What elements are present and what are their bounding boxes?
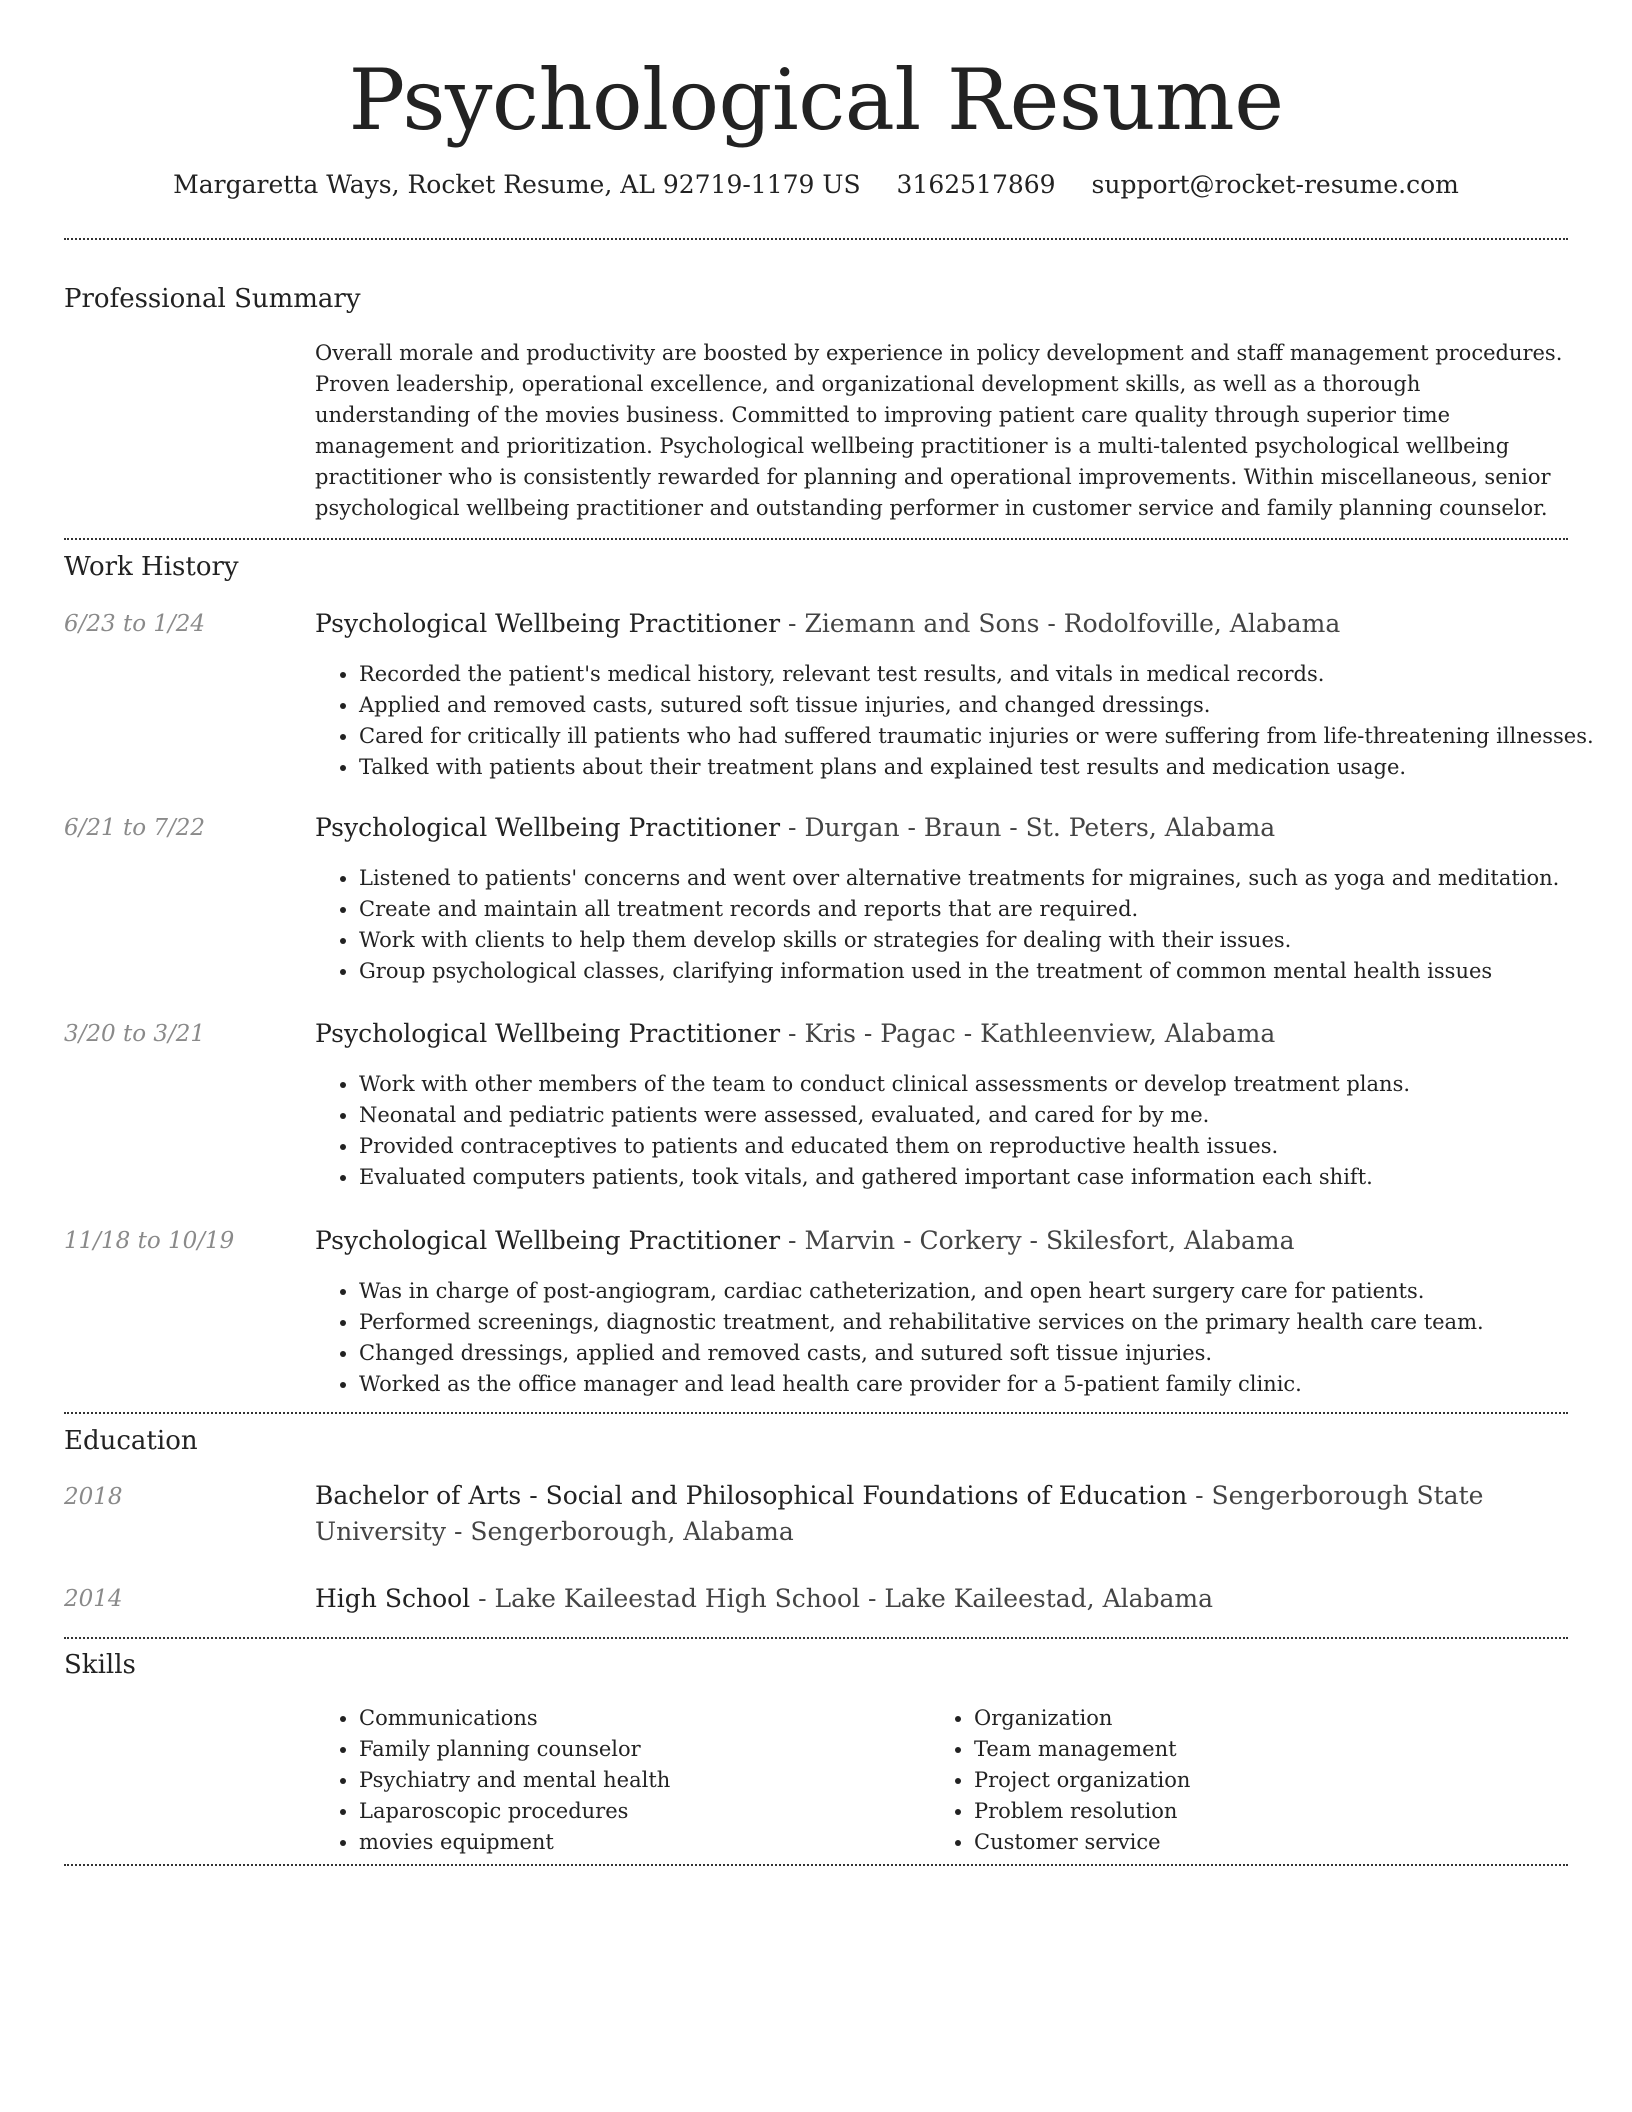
skill-item: • Communications bbox=[359, 1703, 919, 1734]
skill-item: • Team management bbox=[974, 1734, 1574, 1765]
skill-item: • Psychiatry and mental health bbox=[359, 1765, 919, 1796]
education-year: 2018 bbox=[64, 1484, 123, 1510]
job-role: Psychological Wellbeing Practitioner bbox=[315, 813, 781, 842]
skill-item: • Project organization bbox=[974, 1765, 1574, 1796]
list-item: • Provided contraceptives to patients and educated them on reproductive health issues. bbox=[359, 1131, 1611, 1162]
section-divider bbox=[64, 1412, 1568, 1414]
education-degree: High School bbox=[315, 1584, 471, 1613]
list-item: • Performed screenings, diagnostic treatment, and rehabilitative services on the primary health care team. bbox=[359, 1307, 1611, 1338]
job-dates: 6/23 to 1/24 bbox=[64, 611, 206, 637]
section-divider bbox=[64, 1864, 1568, 1866]
list-item: • Work with clients to help them develop skills or strategies for dealing with their issues. bbox=[359, 925, 1611, 956]
education-year: 2014 bbox=[64, 1586, 123, 1612]
education-entry bbox=[315, 1581, 1567, 1617]
section-divider bbox=[64, 538, 1568, 540]
list-item: • Listened to patients' concerns and went over alternative treatments for migraines, such as yoga and meditation. bbox=[359, 863, 1611, 894]
job-title bbox=[315, 1223, 1567, 1259]
job-dates: 6/21 to 7/22 bbox=[64, 815, 206, 841]
resume-title: Psychological Resume bbox=[348, 51, 1284, 149]
summary-heading: Professional Summary bbox=[64, 284, 361, 314]
section-divider bbox=[64, 238, 1568, 240]
job-role: Psychological Wellbeing Practitioner bbox=[315, 1226, 781, 1255]
job-dates: 3/20 to 3/21 bbox=[64, 1021, 206, 1047]
list-item: • Was in charge of post-angiogram, cardiac catheterization, and open heart surgery care for patients. bbox=[359, 1276, 1611, 1307]
list-item: • Cared for critically ill patients who had suffered traumatic injuries or were suffering from life-threatening illnesses. bbox=[359, 721, 1611, 752]
skill-item: • Problem resolution bbox=[974, 1796, 1574, 1827]
list-item: • Evaluated computers patients, took vitals, and gathered important case information each shift. bbox=[359, 1162, 1611, 1193]
education-details: - Sengerborough State University - Sengerborough, Alabama bbox=[315, 1481, 1484, 1546]
job-title bbox=[315, 606, 1567, 642]
skills-list-left bbox=[315, 1703, 919, 1858]
job-role: Psychological Wellbeing Practitioner bbox=[315, 609, 781, 638]
contact-email: support@rocket-resume.com bbox=[1091, 170, 1459, 199]
job-details: - Kris - Pagac - Kathleenview, Alabama bbox=[780, 1019, 1276, 1048]
skills-heading: Skills bbox=[64, 1650, 136, 1680]
skills-list-right bbox=[930, 1703, 1574, 1858]
job-dates: 11/18 to 10/19 bbox=[64, 1228, 235, 1254]
section-divider bbox=[64, 1637, 1568, 1639]
contact-phone: 3162517869 bbox=[896, 170, 1056, 199]
education-heading: Education bbox=[64, 1426, 198, 1456]
contact-line bbox=[0, 168, 1632, 202]
education-entry bbox=[315, 1478, 1567, 1550]
job-bullets bbox=[315, 1276, 1611, 1400]
list-item: • Work with other members of the team to conduct clinical assessments or develop treatment plans. bbox=[359, 1069, 1611, 1100]
skill-item: • Laparoscopic procedures bbox=[359, 1796, 919, 1827]
job-title bbox=[315, 1016, 1567, 1052]
work-history-heading: Work History bbox=[64, 552, 239, 582]
education-details: - Lake Kaileestad High School - Lake Kaileestad, Alabama bbox=[470, 1584, 1214, 1613]
job-bullets bbox=[315, 863, 1611, 987]
education-degree: Bachelor of Arts - Social and Philosophical Foundations of Education bbox=[315, 1481, 1188, 1510]
contact-address: Margaretta Ways, Rocket Resume, AL 92719-1179 US bbox=[173, 170, 861, 199]
skill-item: • movies equipment bbox=[359, 1827, 919, 1858]
job-bullets bbox=[315, 659, 1611, 783]
job-title bbox=[315, 810, 1567, 846]
skill-item: • Family planning counselor bbox=[359, 1734, 919, 1765]
list-item: • Group psychological classes, clarifying information used in the treatment of common mental health issues bbox=[359, 956, 1611, 987]
list-item: • Talked with patients about their treatment plans and explained test results and medication usage. bbox=[359, 752, 1611, 783]
list-item: • Changed dressings, applied and removed casts, and sutured soft tissue injuries. bbox=[359, 1338, 1611, 1369]
job-details: - Durgan - Braun - St. Peters, Alabama bbox=[780, 813, 1276, 842]
job-role: Psychological Wellbeing Practitioner bbox=[315, 1019, 781, 1048]
summary-text: Overall morale and productivity are boosted by experience in policy development and staff management procedures. Proven leadership, operational excellence, and organizational development skills, as well as a thorough understanding of the movies business. Committed to improving patient care quality through superior time management and prioritization. Psychological wellbeing practitioner is a multi-talented psychological wellbeing practitioner who is consistently rewarded for planning and operational improvements. Within miscellaneous, senior psychological wellbeing practitioner and outstanding performer in customer service and family planning counselor. bbox=[315, 341, 1563, 520]
skill-item: • Customer service bbox=[974, 1827, 1574, 1858]
job-details: - Ziemann and Sons - Rodolfoville, Alabama bbox=[780, 609, 1341, 638]
job-bullets bbox=[315, 1069, 1611, 1193]
list-item: • Worked as the office manager and lead health care provider for a 5-patient family clinic. bbox=[359, 1369, 1611, 1400]
list-item: • Neonatal and pediatric patients were assessed, evaluated, and cared for by me. bbox=[359, 1100, 1611, 1131]
list-item: • Create and maintain all treatment records and reports that are required. bbox=[359, 894, 1611, 925]
list-item: • Recorded the patient's medical history, relevant test results, and vitals in medical records. bbox=[359, 659, 1611, 690]
list-item: • Applied and removed casts, sutured soft tissue injuries, and changed dressings. bbox=[359, 690, 1611, 721]
job-details: - Marvin - Corkery - Skilesfort, Alabama bbox=[780, 1226, 1295, 1255]
skill-item: • Organization bbox=[974, 1703, 1574, 1734]
